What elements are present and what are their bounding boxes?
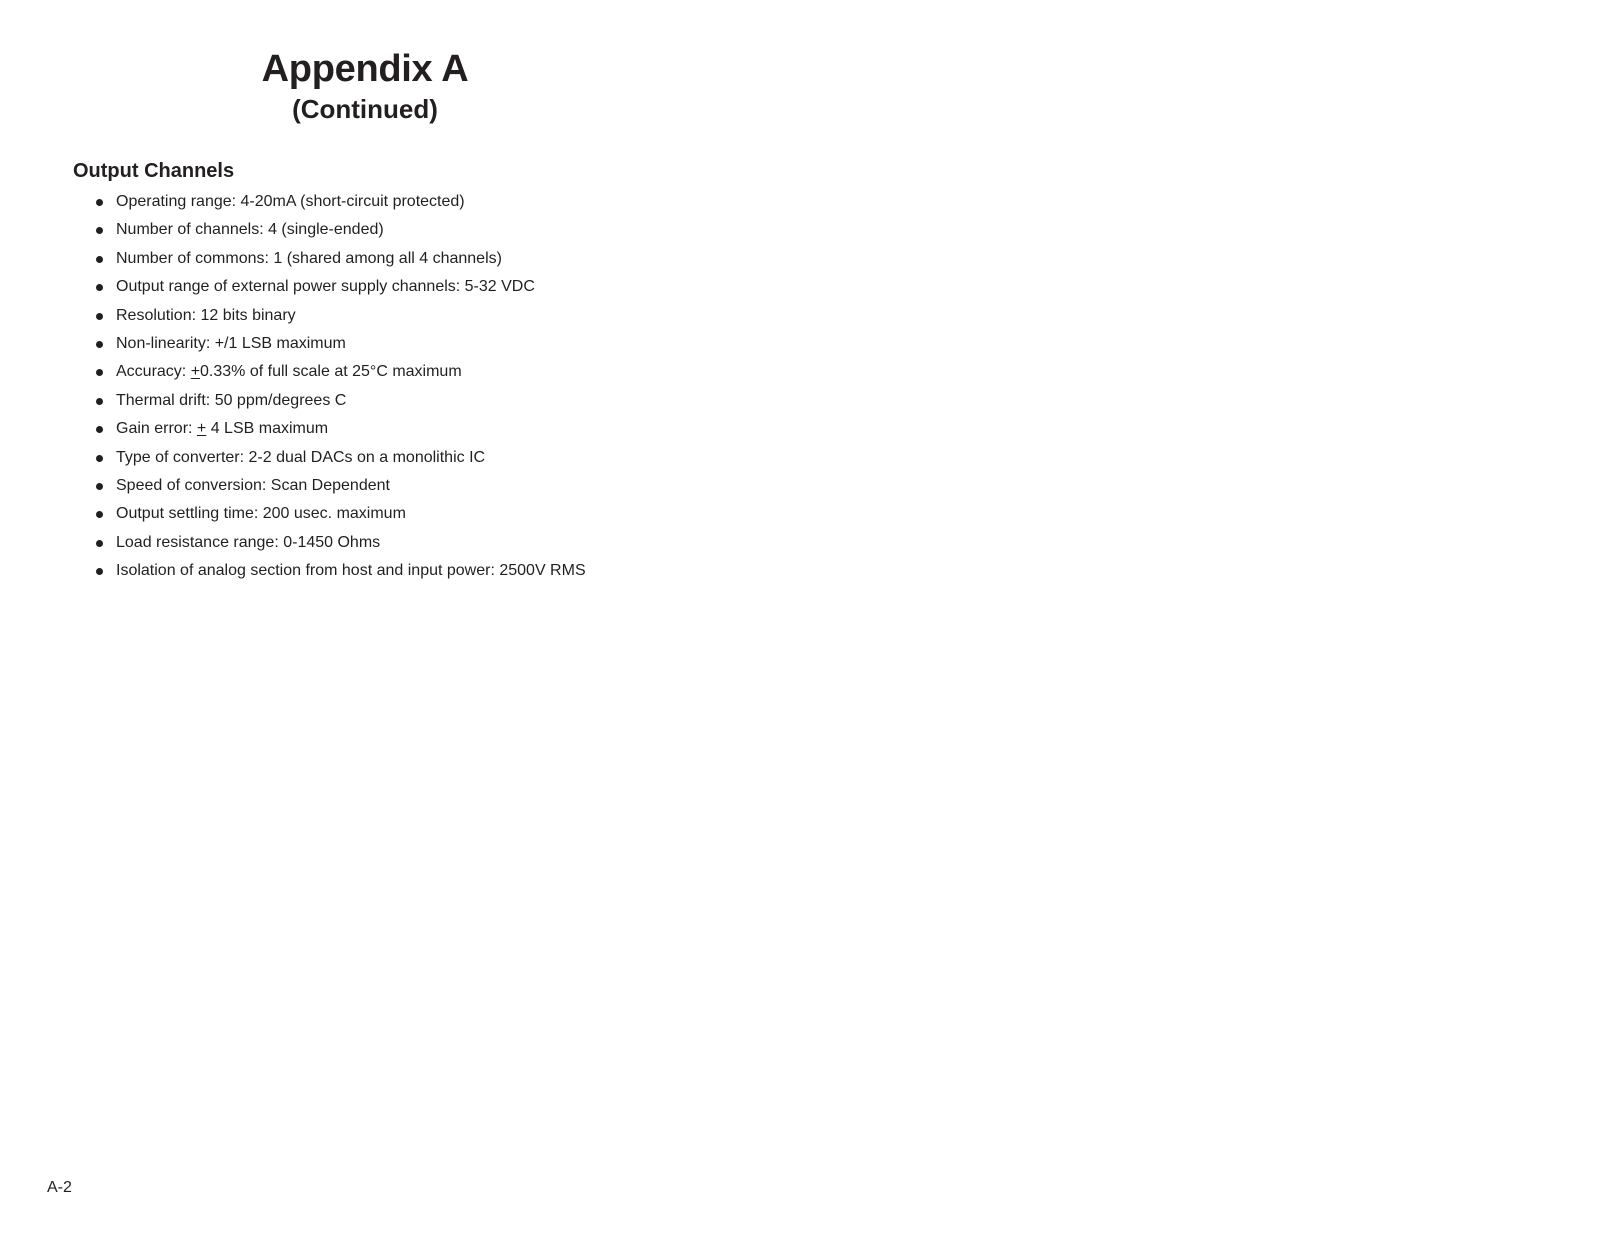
list-item-text: Output settling time: 200 usec. maximum	[116, 505, 406, 523]
list-item	[0, 415, 586, 443]
list-item	[0, 529, 586, 557]
bullet-icon	[96, 540, 103, 547]
list-item-text: Output range of external power supply channels: 5-32 VDC	[116, 278, 535, 296]
bullet-icon	[96, 199, 103, 206]
list-item-prefix: Accuracy:	[116, 363, 191, 381]
list-item	[0, 472, 586, 500]
list-item	[0, 245, 586, 273]
list-item-text: Thermal drift: 50 ppm/degrees C	[116, 391, 347, 409]
list-item	[0, 387, 586, 415]
list-item	[0, 188, 586, 216]
bullet-icon	[96, 256, 103, 263]
list-item-text: Isolation of analog section from host and input power: 2500V RMS	[116, 562, 586, 580]
list-item	[0, 273, 586, 301]
title-block	[0, 46, 730, 126]
list-item	[0, 358, 586, 386]
bullet-icon	[96, 426, 103, 433]
list-item-prefix: Gain error:	[116, 420, 197, 438]
list-item	[0, 302, 586, 330]
list-item-text: Speed of conversion: Scan Dependent	[116, 476, 390, 494]
list-item-suffix: 4 LSB maximum	[206, 420, 329, 438]
list-item-text: Number of commons: 1 (shared among all 4 channels)	[116, 249, 502, 267]
plus-minus-symbol: +	[190, 363, 201, 381]
list-item-text: Type of converter: 2-2 dual DACs on a monolithic IC	[116, 448, 486, 466]
bullet-icon	[96, 398, 103, 405]
bullet-icon	[96, 483, 103, 490]
bullet-icon	[96, 227, 103, 234]
list-item-text: Operating range: 4-20mA (short-circuit protected)	[116, 193, 465, 210]
list-item-text: Load resistance range: 0-1450 Ohms	[116, 533, 381, 551]
list-item-text: Resolution: 12 bits binary	[116, 306, 296, 324]
list-item-text: Non-linearity: +/1 LSB maximum	[116, 334, 346, 352]
page-number: A-2	[47, 1179, 72, 1196]
plus-minus-symbol: +	[196, 420, 207, 438]
section-heading: Output Channels	[73, 160, 235, 182]
bullet-icon	[96, 341, 103, 348]
bullet-icon	[96, 455, 103, 462]
list-item	[0, 216, 586, 244]
bullet-icon	[96, 369, 103, 376]
bullet-icon	[96, 568, 103, 575]
list-item	[0, 500, 586, 528]
bullet-icon	[96, 284, 103, 291]
bullet-icon	[96, 511, 103, 518]
list-item-text: Number of channels: 4 (single-ended)	[116, 221, 384, 239]
page-title: Appendix A	[261, 48, 469, 90]
spec-list	[0, 188, 586, 585]
list-item	[0, 330, 586, 358]
list-item	[0, 557, 586, 585]
bullet-icon	[96, 313, 103, 320]
page-subtitle: (Continued)	[292, 94, 438, 124]
list-item-suffix: 0.33% of full scale at 25°C maximum	[200, 363, 462, 381]
list-item	[0, 444, 586, 472]
